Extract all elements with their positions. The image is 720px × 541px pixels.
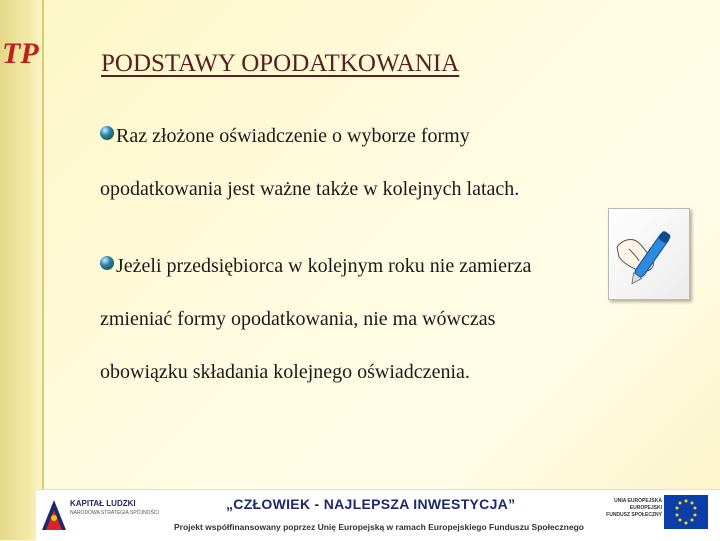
bullet-paragraph-1 bbox=[100, 110, 620, 216]
footer-project-note: Projekt współfinansowany poprzez Unię Europejską w ramach Europejskiego Funduszu Społecznego bbox=[174, 522, 584, 532]
bullet-2-line-1: Jeżeli przedsiębiorca w kolejnym roku nie zamierza bbox=[116, 255, 532, 277]
writing-hand-clipart bbox=[608, 208, 690, 300]
bullet-1-line-2: opodatkowania jest ważne także w kolejnych latach. bbox=[100, 178, 520, 200]
eu-text-block bbox=[598, 498, 662, 519]
left-sidebar-bar bbox=[0, 0, 44, 540]
kapital-ludzki-title: KAPITAŁ LUDZKI bbox=[70, 499, 136, 508]
bullet-1-line-1: Raz złożone oświadczenie o wyborze formy bbox=[116, 125, 470, 147]
eu-flag-icon bbox=[664, 495, 708, 529]
slide-title: PODSTAWY OPODATKOWANIA bbox=[101, 50, 460, 77]
pen-hand-icon bbox=[609, 209, 689, 299]
bullet-2-line-3: obowiązku składania kolejnego oświadczenia. bbox=[100, 361, 470, 383]
bullet-2-line-2: zmieniać formy opodatkowania, nie ma wówczas bbox=[100, 308, 496, 330]
eu-line-1: UNIA EUROPEJSKA bbox=[614, 498, 662, 504]
eu-line-2: EUROPEJSKI bbox=[629, 505, 662, 511]
svg-text:TP: TP bbox=[2, 37, 39, 70]
bullet-icon bbox=[100, 256, 114, 270]
bullet-paragraph-2 bbox=[100, 240, 620, 399]
tp-logo-icon bbox=[0, 36, 44, 70]
footer-banner bbox=[36, 489, 720, 541]
eu-line-3: FUNDUSZ SPOŁECZNY bbox=[606, 512, 662, 518]
kapital-ludzki-subtitle: NARODOWA STRATEGIA SPÓJNOŚCI bbox=[70, 510, 159, 516]
footer-slogan: „CZŁOWIEK - NAJLEPSZA INWESTYCJA” bbox=[226, 496, 516, 512]
bullet-icon bbox=[100, 126, 114, 140]
